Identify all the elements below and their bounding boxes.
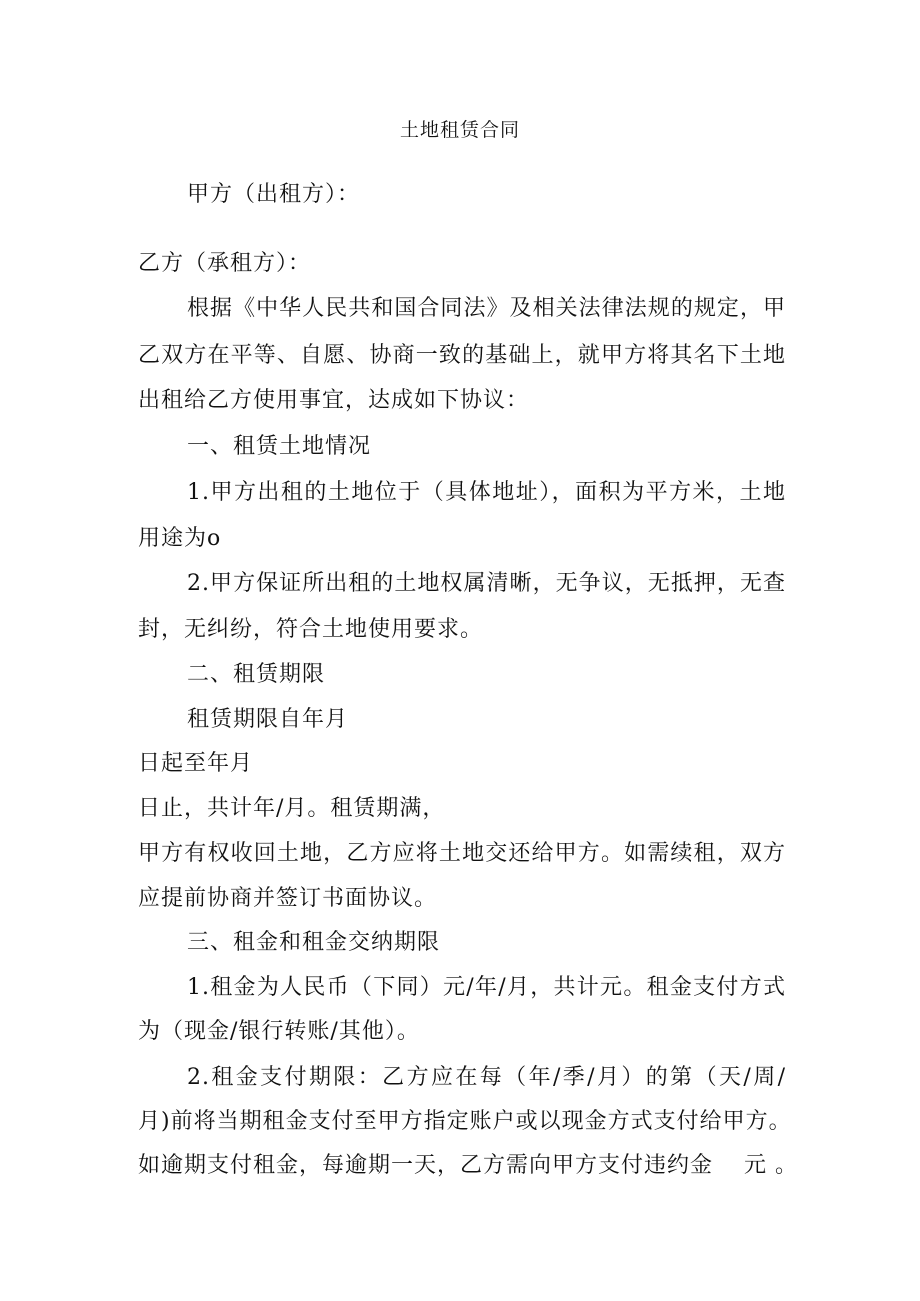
clause-3-1-line-2: 为（现金/银行转账/其他）。 (138, 1019, 420, 1044)
preamble-line-1: 根据《中华人民共和国合同法》及相关法律法规的规定，甲 (187, 296, 786, 321)
clause-1-1-line-2: 用途为o (138, 526, 222, 551)
clause-1-1-line-1: 1.甲方出租的土地位于（具体地址），面积为平方米，土地 (187, 480, 786, 505)
term-line-1: 租赁期限自年月 (187, 707, 349, 732)
clause-1-2-line-2: 封，无纠纷，符合土地使用要求。 (138, 617, 484, 642)
party-b-line: 乙方（承租方）： (138, 251, 312, 276)
term-line-2: 日起至年月 (138, 751, 254, 776)
clause-3-1-line-1: 1.租金为人民币（下同）元/年/月，共计元。租金支付方式 (187, 975, 786, 1000)
clause-3-2-line-1: 2.租金支付期限：乙方应在每（年/季/月）的第（天/周/ (187, 1065, 786, 1090)
party-a-line: 甲方（出租方）： (187, 182, 361, 207)
term-line-5: 应提前协商并签订书面协议。 (138, 886, 438, 911)
preamble-line-3: 出租给乙方使用事宜，达成如下协议： (138, 388, 530, 413)
term-line-4: 甲方有权收回土地，乙方应将土地交还给甲方。如需续租，双方 (138, 841, 786, 866)
section-heading-2: 二、租赁期限 (187, 662, 326, 687)
preamble-line-2: 乙双方在平等、自愿、协商一致的基础上，就甲方将其名下土地 (138, 343, 786, 368)
section-heading-1: 一、租赁土地情况 (187, 434, 372, 459)
clause-1-2-line-1: 2.甲方保证所出租的土地权属清晰，无争议，无抵押，无查 (187, 571, 786, 596)
section-heading-3: 三、租金和租金交纳期限 (187, 930, 441, 955)
document-title: 土地租赁合同 (399, 119, 520, 141)
clause-3-2-line-3: 如逾期支付租金，每逾期一天，乙方需向甲方支付违约金 元 。 (138, 1153, 798, 1178)
clause-3-2-line-2: 月)前将当期租金支付至甲方指定账户或以现金方式支付给甲方。 (138, 1109, 792, 1134)
term-line-3: 日止，共计年/月。租赁期满， (138, 796, 446, 821)
